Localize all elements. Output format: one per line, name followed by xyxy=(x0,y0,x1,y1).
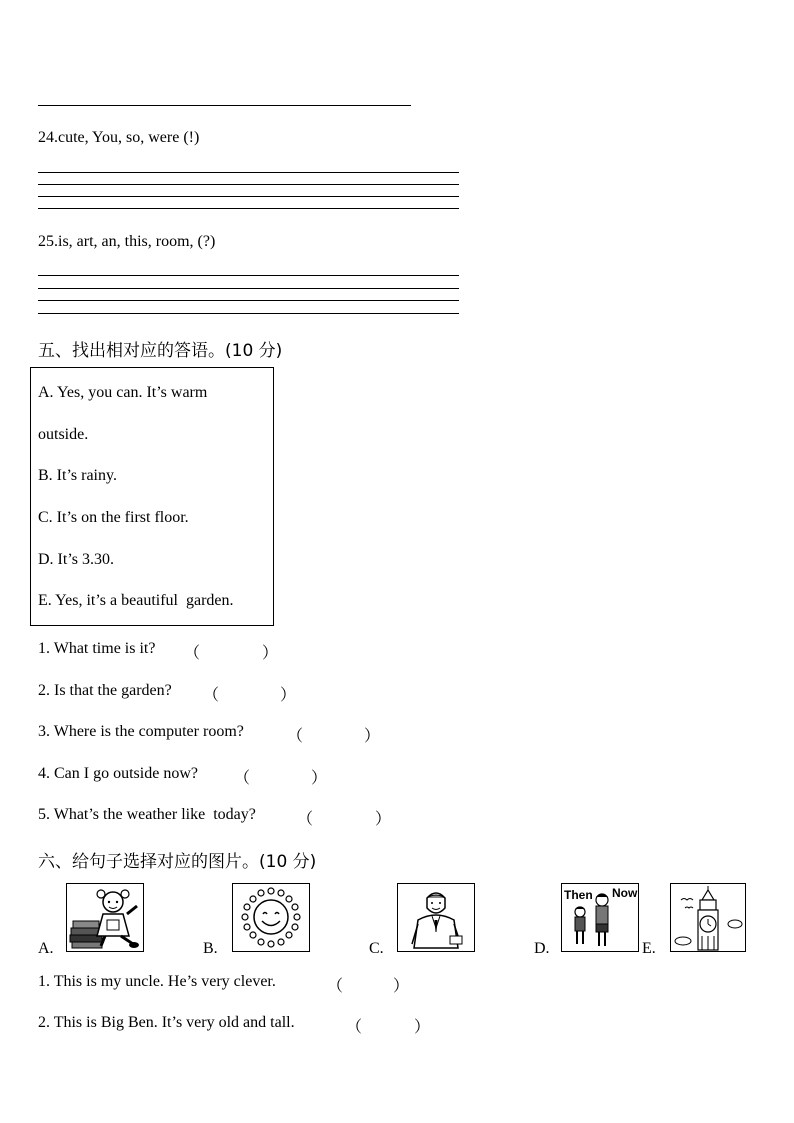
answer-paren-close: ） xyxy=(280,687,297,704)
answer-paren-close: ） xyxy=(311,770,328,787)
picture-b-label: B. xyxy=(203,940,218,957)
writing-line xyxy=(38,288,459,289)
writing-line xyxy=(38,172,459,173)
section-5-question-1: 1. What time is it? xyxy=(38,640,156,657)
section-6-heading: 六、给句子选择对应的图片。(10 分) xyxy=(38,852,317,872)
question-24: 24.cute, You, so, were (!) xyxy=(38,129,200,146)
picture-e-label: E. xyxy=(642,940,656,957)
section-6-question-1: 1. This is my uncle. He’s very clever. xyxy=(38,973,276,990)
writing-line xyxy=(38,313,459,314)
section-5-heading: 五、找出相对应的答语。(10 分) xyxy=(38,341,283,361)
writing-line xyxy=(38,208,459,209)
answer-paren-open: （ xyxy=(234,770,251,787)
option-d: D. It’s 3.30. xyxy=(38,551,114,568)
big-ben-icon xyxy=(670,883,746,952)
writing-line xyxy=(38,184,459,185)
smiling-sun-icon xyxy=(232,883,310,952)
answer-paren-open: （ xyxy=(327,978,344,995)
writing-line xyxy=(38,275,459,276)
picture-a-label: A. xyxy=(38,940,54,957)
writing-line xyxy=(38,196,459,197)
section-5-question-5: 5. What’s the weather like today? xyxy=(38,806,256,823)
answer-paren-close: ） xyxy=(375,811,392,828)
picture-c-label: C. xyxy=(369,940,384,957)
now-label: Now xyxy=(612,886,638,900)
answer-paren-open: （ xyxy=(184,645,201,662)
answer-paren-open: （ xyxy=(203,687,220,704)
answer-paren-open: （ xyxy=(287,728,304,745)
picture-d-label: D. xyxy=(534,940,550,957)
section-5-question-4: 4. Can I go outside now? xyxy=(38,765,198,782)
options-box xyxy=(30,367,274,626)
then-label: Then xyxy=(564,888,593,902)
answer-paren-close: ） xyxy=(364,728,381,745)
answer-paren-close: ） xyxy=(262,645,279,662)
option-a: A. Yes, you can. It’s warm xyxy=(38,384,208,401)
then-now-boy-icon xyxy=(561,883,639,952)
writing-line xyxy=(38,300,459,301)
option-a-continued: outside. xyxy=(38,426,89,443)
answer-line xyxy=(38,105,411,106)
section-5-question-3: 3. Where is the computer room? xyxy=(38,723,244,740)
question-25: 25.is, art, an, this, room, (?) xyxy=(38,233,216,250)
answer-paren-close: ） xyxy=(414,1019,431,1036)
option-b: B. It’s rainy. xyxy=(38,467,117,484)
option-e: E. Yes, it’s a beautiful garden. xyxy=(38,592,234,609)
answer-paren-open: （ xyxy=(346,1019,363,1036)
girl-reading-books-icon xyxy=(66,883,144,952)
option-c: C. It’s on the first floor. xyxy=(38,509,189,526)
answer-paren-open: （ xyxy=(297,811,314,828)
section-6-question-2: 2. This is Big Ben. It’s very old and tall. xyxy=(38,1014,295,1031)
answer-paren-close: ） xyxy=(393,978,410,995)
section-5-question-2: 2. Is that the garden? xyxy=(38,682,172,699)
man-in-suit-icon xyxy=(397,883,475,952)
